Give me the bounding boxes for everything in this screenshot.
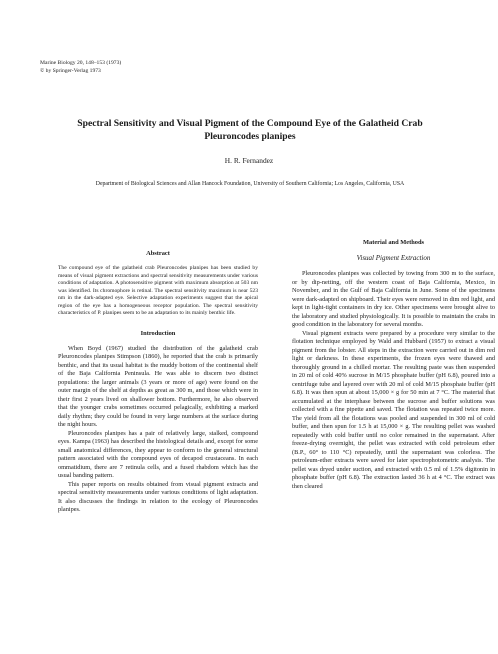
abstract-text: The compound eye of the galatheid crab Pleuroncodes planipes has been studied by means of visual pigment extractions and spectral sensitivity measurements under various conditions of adaptation. A photosensitive pigment with maximum absorption at 503 nm was identified. Its chromophore is retinal. The spectral sensitivity maximum is near 523 nm in the dark-adapted eye. Selective adaptation experiments suggest that the apical region of the eye has a homogeneous receptor population. The spectral sensitivity characteristics of P. planipes seem to be an adaptation to its mainly benthic life. bbox=[58, 265, 258, 316]
paper-title: Spectral Sensitivity and Visual Pigment of the Compound Eye of the Galatheid Crab Pleuroncodes planipes bbox=[77, 118, 423, 142]
paragraph: Visual pigment extracts were prepared by a procedure very similar to the flotation technique employed by Wald and Hubbard (1957) to extract a visual pigment from the lobster. All steps in the extraction were carried out in dim red light or darkness. In these experiments, the frozen eyes were thawed and thoroughly ground in a chilled mortar. The resulting paste was then suspended in 20 ml of cold 40% sucrose in M/15 phosphate buffer (pH 6.8), poured into a centrifuge tube and layered over with 20 ml of cold M/15 phosphate buffer (pH 6.8). It was then spun at about 15,000 × g for 50 min at 7 °C. The material that accumulated at the interphase between the sucrose and buffer solutions was collected with a fine pipette and saved. The flotation was repeated twice more. The yield from all the flotations was pooled and suspended in 300 ml of cold buffer, and then spun for 1.5 h at 15,000 × g. The resulting pellet was washed repeatedly with cold buffer until no color remained in the supernatant. After freeze-drying overnight, the pellet was extracted with cold petroleum ether (B.P., 60° to 110 °C) repeatedly, until the supernatant was colorless. The petroleum-ether extracts were saved for later spectrophotometric analysis. The pellet was dryed under suction, and extracted with 0.5 ml of 1.5% digitonin in phosphate buffer (pH 6.8). The extraction lasted 36 h at 4 °C. The extract was then cleared bbox=[292, 329, 495, 490]
methods-subheading: Visual Pigment Extraction bbox=[356, 254, 431, 262]
methods-body bbox=[292, 270, 495, 491]
methods-heading: Material and Methods bbox=[362, 239, 425, 246]
journal-citation bbox=[40, 59, 121, 75]
introduction-body bbox=[58, 345, 258, 515]
paragraph: This paper reports on results obtained from visual pigment extracts and spectral sensitivity measurements under various conditions of light adaptation. It also discusses the findings in relation to the ecology of Pleuroncodes planipes. bbox=[58, 480, 258, 513]
author: H. R. Fernandez bbox=[224, 156, 274, 165]
affiliation: Department of Biological Sciences and Allan Hancock Foundation, University of Southern California; Los Angeles, California, USA bbox=[95, 181, 405, 187]
paragraph: Pleuroncodes planipes was collected by towing from 300 m to the surface, or by dip-netting, off the western coast of Baja California, Mexico, in November, and in the Gulf of Baja California in June. Some of the specimens were dark-adapted on shipboard. Their eyes were removed in dim red light, and kept in light-tight containers in dry ice. Other specimens were brought alive to the laboratory and studied physiologically. It is possible to maintain the crabs in good condition in the laboratory for several months. bbox=[292, 270, 495, 328]
abstract-heading: Abstract bbox=[146, 250, 170, 257]
paragraph: Pleuroncodes planipes has a pair of relatively large, stalked, compound eyes. Kampa (1963) has described the histological details and, except for some small anatomical differences, they appear to conform to the general structural pattern associated with the compound eyes of decapod crustaceans. In each ommatidium, there are 7 retinula cells, and a fused rhabdom which has the usual banding pattern. bbox=[58, 429, 258, 479]
journal-line: Marine Biology 20, 148–153 (1973) bbox=[40, 60, 122, 66]
introduction-heading: Introduction bbox=[140, 329, 176, 337]
left-column bbox=[58, 250, 258, 515]
paragraph: When Boyd (1967) studied the distribution of the galatheid crab Pleuroncodes planipes Stimpson (1860), he reported that the crab is primarily benthic, and that its usual habitat is the muddy bottom of the continental shelf of the Baja California Peninsula. He was able to discern two distinct populations: the larger animals (3 years or more of age) were found on the outer margin of the shelf at depths as great as 300 m, and those which were in their first 2 years lived on shallower bottom. Furthermore, he also observed that the younger crabs sometimes occurred pelagically, exhibiting a marked daily rhythm; they could be found in very large numbers at the surface during the night hours. bbox=[58, 344, 258, 428]
copyright-line: © by Springer-Verlag 1973 bbox=[40, 68, 101, 74]
right-column bbox=[292, 239, 495, 491]
